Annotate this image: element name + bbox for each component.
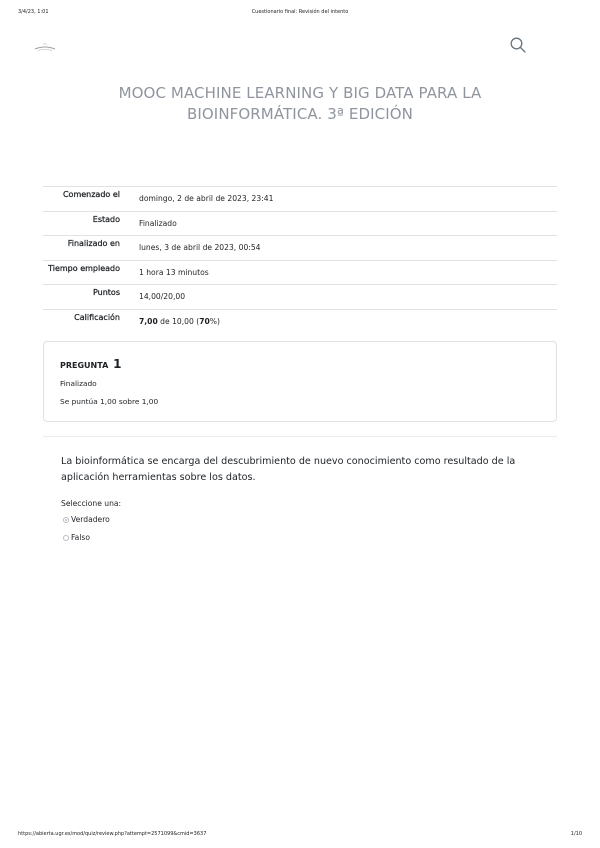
summary-row	[43, 260, 557, 285]
summary-label: Puntos	[92, 288, 120, 297]
summary-value: 14,00/20,00	[139, 292, 186, 301]
radio-unchecked-icon[interactable]	[63, 535, 69, 541]
question-heading	[60, 357, 121, 371]
option-label: Verdadero	[71, 515, 110, 524]
summary-label: Tiempo empleado	[48, 263, 120, 273]
search-icon[interactable]	[509, 36, 527, 54]
course-title: MOOC MACHINE LEARNING Y BIG DATA PARA LA BIOINFORMÁTICA. 3ª EDICIÓN	[118, 84, 482, 123]
ugr-logo-icon[interactable]	[33, 38, 57, 54]
summary-row	[43, 285, 557, 310]
summary-value: 1 hora 13 minutos	[139, 267, 209, 277]
print-date: 3/4/23, 1:01	[18, 9, 49, 15]
summary-label: Finalizado en	[67, 239, 120, 248]
print-document-title: Cuestionario final: Revisión del intento	[251, 9, 349, 15]
question-heading-label: PREGUNTA	[60, 361, 109, 370]
grade-percent-suffix: %)	[209, 316, 220, 326]
summary-value: Finalizado	[139, 218, 177, 228]
summary-row	[43, 187, 557, 212]
question-content	[43, 436, 557, 558]
summary-row	[43, 236, 557, 261]
option-label: Falso	[71, 533, 91, 542]
print-footer	[0, 831, 600, 841]
summary-label: Estado	[92, 214, 120, 224]
summary-value: domingo, 2 de abril de 2023, 23:41	[139, 194, 274, 203]
summary-label: Comenzado el	[62, 190, 120, 199]
attempt-summary-table	[43, 186, 557, 334]
print-url: https://abierta.ugr.es/mod/quiz/review.php?attempt=2571099&cmid=3637	[18, 831, 207, 837]
radio-checked-icon[interactable]	[63, 517, 69, 523]
grade-label: Calificación	[74, 312, 120, 322]
summary-row	[43, 211, 557, 236]
answer-prompt: Seleccione una:	[61, 499, 122, 508]
option-verdadero[interactable]	[63, 515, 110, 524]
print-page-number: 1/10	[570, 831, 582, 837]
print-header	[0, 9, 600, 19]
summary-value: lunes, 3 de abril de 2023, 00:54	[139, 243, 261, 252]
summary-row-grade	[43, 309, 557, 334]
question-grade: Se puntúa 1,00 sobre 1,00	[60, 397, 159, 406]
question-text: La bioinformática se encarga del descubrimiento de nuevo conocimiento como resultado de la aplicación herramientas sobre los datos.	[61, 456, 516, 483]
question-state: Finalizado	[60, 379, 97, 388]
grade-score: 7,00	[139, 316, 158, 326]
question-info-box	[43, 341, 557, 422]
grade-value	[128, 309, 557, 334]
grade-percent: 70	[199, 316, 210, 326]
question-number: 1	[113, 357, 122, 371]
grade-out-of: de 10,00 (	[157, 316, 200, 326]
option-falso[interactable]	[63, 533, 90, 542]
